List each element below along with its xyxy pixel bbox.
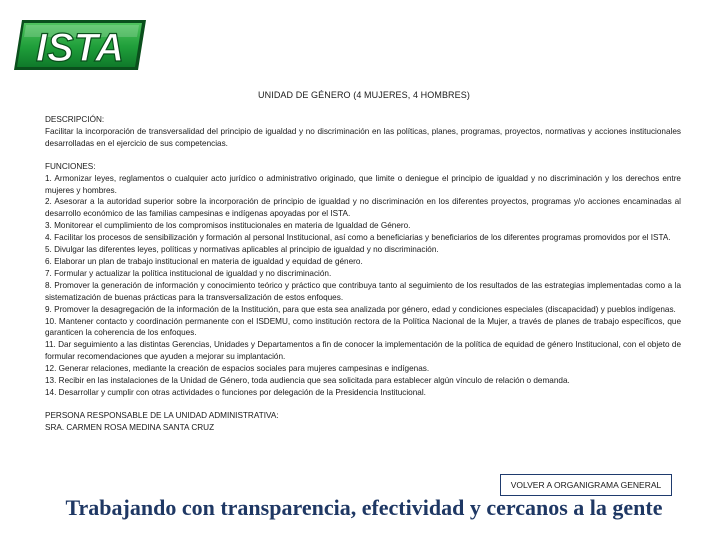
description-section: [45, 114, 681, 150]
document-body: [45, 114, 681, 445]
responsible-section: [45, 410, 681, 434]
description-heading: DESCRIPCIÓN:: [45, 115, 105, 124]
function-item: 11. Dar seguimiento a las distintas Gerencias, Unidades y Departamentos a fin de conocer la implementación de la política de equidad de género Institucional, con el objeto de formular recomendaciones que ayuden a mejorar su implantación.: [45, 340, 681, 362]
function-item: 12. Generar relaciones, mediante la creación de espacios sociales para mujeres campesinas e indígenas.: [45, 364, 430, 374]
functions-heading: FUNCIONES:: [45, 161, 96, 171]
ista-logo: [12, 18, 148, 72]
function-item: 1. Armonizar leyes, reglamentos o cualquier acto jurídico o administrativo originado, que limite o deniegue el principio de igualdad y no discriminación y los derechos entre mujeres y hombres.: [45, 173, 681, 195]
function-item: 13. Recibir en las instalaciones de la Unidad de Género, toda audiencia que sea solicitada para establecer algún vínculo de relación o demanda.: [45, 376, 570, 386]
function-item: 5. Divulgar las diferentes leyes, políticas y normativas aplicables al principio de igualdad y no discriminación.: [45, 245, 439, 255]
back-to-org-chart-button[interactable]: VOLVER A ORGANIGRAMA GENERAL: [500, 474, 672, 496]
slogan-text: Trabajando con transparencia, efectividad y cercanos a la gente: [65, 495, 663, 520]
function-item: 9. Promover la desagregación de la información de la Institución, para que esta sea analizada por género, edad y condiciones especiales (discapacidad) y pueblos indígenas.: [45, 304, 676, 314]
function-item: 2. Asesorar a la autoridad superior sobre la incorporación de principio de igualdad y no discriminación en los diferentes proyectos, programas y/o acciones encaminadas al desarrollo económico de las familias campesinas e indígenas apoyadas por el ISTA.: [45, 197, 681, 219]
functions-list: [45, 173, 681, 399]
function-item: 3. Monitorear el cumplimiento de los compromisos institucionales en materia de Igualdad de Género.: [45, 221, 411, 231]
function-item: 14. Desarrollar y cumplir con otras actividades o funciones por delegación de la Presidencia Institucional.: [45, 387, 426, 397]
ista-logo-text: ISTA: [35, 26, 125, 70]
function-item: 6. Elaborar un plan de trabajo institucional en materia de igualdad y equidad de género.: [45, 256, 363, 266]
function-item: 8. Promover la generación de información y conocimiento teórico y práctico que contribuya tanto al seguimiento de los resultados de las estrategias implementadas como a la sistematización de buenas prácticas para la transversalización de estos enfoques.: [45, 280, 681, 302]
description-text: Facilitar la incorporación de transversalidad del principio de igualdad y no discriminación en las políticas, planes, programas, proyectos, normativas y acciones institucionales desarrolladas en el ejercicio de sus competencias.: [45, 126, 681, 148]
responsible-heading: PERSONA RESPONSABLE DE LA UNIDAD ADMINISTRATIVA:: [45, 410, 279, 420]
functions-section: [45, 161, 681, 399]
function-item: 7. Formular y actualizar la política institucional de igualdad y no discriminación.: [45, 268, 332, 278]
function-item: 10. Mantener contacto y coordinación permanente con el ISDEMU, como institución rectora de la Política Nacional de la Mujer, a través de planes de trabajo específicos, que garanticen la coherencia de los enfoques.: [45, 316, 681, 338]
responsible-name: SRA. CARMEN ROSA MEDINA SANTA CRUZ: [45, 422, 215, 432]
function-item: 4. Facilitar los procesos de sensibilización y formación al personal Institucional, así como a beneficiarias y beneficiarios de los diferentes programas promovidos por el ISTA.: [45, 233, 671, 243]
page-title: UNIDAD DE GÉNERO (4 MUJERES, 4 HOMBRES): [258, 90, 470, 100]
ista-logo-graphic: [12, 18, 148, 72]
